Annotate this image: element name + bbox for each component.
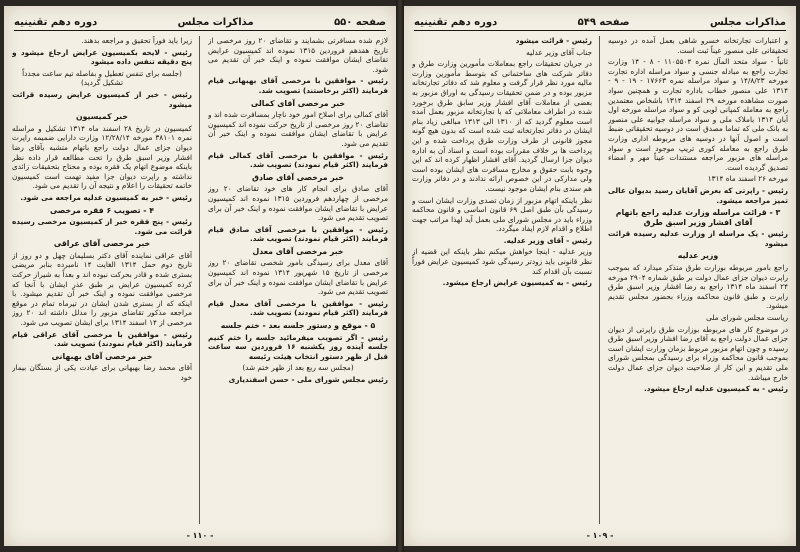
section-heading: ۴ - تصویب ۶ فقره مرخصی bbox=[49, 205, 155, 215]
speaker-line: رئیس - لایحه بکمیسیون عرایض ارجاع میشود و پنج دقیقه تنفس داده میشود bbox=[12, 47, 192, 67]
page-549 bbox=[404, 6, 796, 546]
section-heading: وزیر عدلیه bbox=[677, 251, 719, 261]
paragraph: وزیر عدلیه - اینجا خواهش میکنم نظر باینکه این قضیه از نظر قانونی باید زودتر رسیدگی شود کمیسیون عرایض فوراً نسبت بآن اقدام کند bbox=[412, 247, 592, 276]
paragraph: نظر باینکه اتهام مزبور از زمان تصدی وزارت ایشان است و رسیدگی بآن طبق اصل ۶۹ قانون اساسی و قانون محاکمه وزراء باید در مجلس شورای ملی بعمل آید لهذا مراتب جهت اطلاع و اقدام لازم ایفاد میگردد. bbox=[412, 195, 592, 234]
speaker-line: رئیس - موافقین با مرخصی آقای عراقی قیام فرمایند (اکثر قیام نمودند) تصویب شد. bbox=[12, 329, 192, 349]
paragraph: لازم شده مسافرتی بشمایند و تقاضای ۲۰ روز مرخصی از تاریخ هفدهم فروردین ۱۳۱۵ نموده اند کمیسیون عرایض تقاضای ایشان موافقت نموده و اینک خبر آن تقدیم می شود. bbox=[208, 36, 388, 74]
speaker-line: رئیس - به کمیسیون عرایض ارجاع میشود. bbox=[442, 278, 592, 288]
page-footer-number: - ۱۱۰ - bbox=[186, 531, 214, 540]
section-heading: خبر مرخصی آقای صادق bbox=[252, 172, 344, 182]
page-header bbox=[14, 14, 386, 31]
speaker-line: رئیس - راپرتی که بعرض آقایان رسید بدیوان عالی تمیز مراجعه میشود. bbox=[608, 185, 788, 205]
paragraph: در موضوع کار های مربوطه بوزارت طرق راپرتی از دیوان جزای عمال دولت راجع به آقای رضا افشار وزیر اسبق طرق رسیده و چون اتهام مزبور مربوط بزمان وزارت ایشان است بموجب قانون محاکمه وزراء برای رسیدگی بمجلس شورای ملی تقدیم و این کار از صلاحیت دیوان جزای عمال دولت خارج میباشد. bbox=[608, 324, 788, 382]
section-heading: ۵ - موقع و دستور جلسه بعد - ختم جلسه bbox=[220, 321, 376, 331]
paragraph: ثانیاً - سواد متحد المآل نمره ۱۱۰۵۵۰۴ - ۸ - ۱۴ وزارت تجارت راجع به مبادله جنسی و سواد مراسله اداره تجارت مورخه ۱۴/۸/۲۳ و سواد مراسله نمره ۱۷۶۶۳ - ۱۹ - ۹ - ۱۳۱۴ علی منصور خطاب باداره تجارت و همچنین سواد صورت مشاهده مورخه ۲۹ اسفند ۱۳۱۴ باشخاص معتمدین راجع به معامله کمپانی لوبی کو و سواد مراسله مورخه اول آبان ۱۳۱۴ باملاک ملی و سواد مراسله جوابیه علی منصور به بانک ملی که تماما مصدق است در دوسیه تحقیقاتی ضبط است و اصول آنها در دوسیه های مربوطه اداری وزارت طرق راجع به معامله کوری تریپ موجود است و سواد مراسله های مزبور مراجعه مستندات عیناً مهر و امضاء تصدیق گردیده است. bbox=[608, 57, 788, 172]
section-heading: خبر مرخصی آقای بهبهانی bbox=[51, 351, 153, 361]
section-heading: خبر مرخصی آقای عراقی bbox=[53, 239, 151, 249]
speaker-line: رئیس - به کمیسیون عدلیه ارجاع میشود. bbox=[643, 384, 788, 394]
header-page-number: صفحه ۵۵۰ bbox=[334, 16, 386, 28]
header-session: دوره دهم تقنینیه bbox=[14, 16, 98, 28]
page-header bbox=[414, 14, 786, 31]
text-column-left bbox=[12, 36, 192, 524]
text-column-right bbox=[208, 36, 388, 524]
speaker-line: رئیس - اگر تصویب میفرمائید جلسه را ختم کنیم جلسه آینده روز یکشنبه ۱۶ فروردین سه ساعت قبل از ظهر دستور انتخاب هیئت رئیسه bbox=[208, 332, 388, 361]
speaker-line: رئیس - موافقین با مرخصی آقای کمالی قیام فرمایند (اکثر قیام نمودند) تصویب شد. bbox=[208, 150, 388, 170]
paragraph: آقای محمد رضا بهبهانی برای عیادت یکی از بستگان بیمار خود bbox=[12, 363, 192, 382]
section-heading: خبر مرخصی آقای کمالی bbox=[250, 98, 346, 108]
column-divider bbox=[199, 36, 200, 524]
speaker-line: رئیس - خبر به کمیسیون عدلیه مراجعه می شود. bbox=[20, 192, 192, 202]
speaker-line: رئیس - خبر از کمیسیون عرایض رسیده قرائت میشود bbox=[12, 89, 192, 109]
speaker-line: رئیس - پنج فقره خبر از کمیسیون مرخصی رسیده قرائت می شود. bbox=[12, 217, 192, 236]
speaker-line: رئیس - موافقین با مرخصی آقای صادق قیام فرمایند (اکثر قیام نمودند) تصویب شد. bbox=[208, 224, 388, 244]
paragraph: (مجلس سه ربع بعد از ظهر ختم شد) bbox=[242, 363, 354, 373]
paragraph: و اعتبارات تجارتخانه خسرو شاهی بعمل آمده در دوسیه تحقیقاتی علی منصور عیناً ثبت است. bbox=[608, 36, 788, 55]
header-journal: مذاکرات مجلس bbox=[177, 16, 254, 28]
paragraph: در جریان تحقیقات راجع بمعاملات مأمورین وزارت طرق و دفاتر شرکت های ساختمانی که بتوسط مأمورین وزارت مالیه مورد نظر قرار گرفت و معلوم شد که دفاتر تجارتخانه مزبور بوده و در ضمن تحقیقات رسیدگی به اوراق مزبور به بعضی از معاملات آقای افشار وزیر سابق طرق برخورد شده در اطراف معاملاتی که با تجارتخانه مزبور بعمل آمده است معلوم گردید که از ۱۳۱۰ الی ۱۳۱۳ مبالغی زیاد بنام ایشان در دفاتر تجارتخانه ثبت شده است که بدون هیچ گونه مجوز قانونی از طرف وزارت طرق پرداخت شده و این پرداخت ها بر خلاف مقررات بوده است و اسناد آن به اداره دیوان جزا ارسال گردید. آقای افشار اظهار کرده اند که این وجوه بابت حقوق و مخارج مسافرت های ایشان بوده است ولی مدارکی در این خصوص ارائه ندادند و در دفاتر وزارت هم سندی بنام ایشان موجود نیست. bbox=[412, 59, 592, 193]
paragraph: ریاست مجلس شورای ملی bbox=[706, 313, 788, 323]
speaker-line: رئیس - آقای وزیر عدلیه. bbox=[503, 235, 592, 245]
speaker-line: رئیس - موافقین با مرخصی آقای معدل قیام فرمایند (اکثر قیام نمودند) تصویب شد. bbox=[208, 298, 388, 318]
text-column-right bbox=[608, 36, 788, 524]
paragraph: آقای صادق برای انجام کار های خود تقاضای ۲۰ روز مرخصی از چهاردهم فروردین ۱۳۱۵ نموده اند کمیسیون عرایض با تقاضای ایشان موافقت نموده و اینک خبر آن برای تصویب تقدیم می شود. bbox=[208, 184, 388, 223]
paragraph: جناب آقای وزیر عدلیه bbox=[526, 47, 592, 57]
paragraph: (جلسه برای تنفس تعطیل و بفاصله تیم ساعت مجدداً تشکیل گردید) bbox=[22, 68, 182, 88]
speaker-line: رئیس - قرائت میشود bbox=[515, 36, 592, 45]
page-footer-number: - ۱۰۹ - bbox=[586, 531, 614, 540]
header-session: دوره دهم تقنینیه bbox=[414, 16, 498, 28]
speaker-line: رئیس - موافقین با مرخصی آقای بهبهانی قیام فرمایند (اکثر برخاستند) تصویب شد. bbox=[208, 76, 388, 95]
header-page-number: صفحه ۵۴۹ bbox=[577, 16, 630, 28]
paragraph: راجع بامور مربوطه بوزارت طرق متذکر میدارد که بموجب راپرت دیوان جزای عمال دولت بر طبق شماره ۲۹۰۴ مورخه ۲۴ اسفند ماه ۱۳۱۴ راجع به رضا افشار وزیر اسبق طرق راپرت و طبق قانون محاکمه وزراء بحضور مجلس تقدیم میشود. bbox=[608, 263, 788, 311]
book-gutter bbox=[396, 0, 404, 552]
speaker-line: رئیس مجلس شورای ملی - حسن اسفندیاری bbox=[228, 375, 388, 384]
paragraph: آقای عراقی نماینده آقای دکتر بسلیمان چهل و دو روز از تاریخ دوم حمل ۱۳۱۴ الغایت ۱۴ نامبرده بنابر مریضی بستری شده و قادر بحرکت نبوده اند و بعداً به شیراز حرکت کرده کمیسیون عرایض بر طبق عذر ایشان با آنجا که مرخصی موافقت نموده و اینک خبر آن تقدیم میشود. با اینکه که از بستری شدن ایشان در تیرماه تمام در موقع مراجعه مذکور تقاضای مزبور را مدلل داشته اند ۲۰ روز مرخصی از ۱۴ اسفند ۱۳۱۴ برای ایشان تصویب می شود. bbox=[12, 250, 192, 328]
text-column-left bbox=[412, 36, 592, 524]
section-heading: خبر کمیسیون bbox=[76, 112, 128, 122]
paragraph: زیرا باید فوراً تحقیق و مراجعه بدهند. bbox=[81, 36, 192, 45]
page-550 bbox=[4, 6, 396, 546]
paragraph: مورخه ۲۶ اسفند ماه ۱۳۱۴ bbox=[707, 174, 788, 184]
header-journal: مذاکرات مجلس bbox=[709, 16, 786, 28]
speaker-line: رئیس - یک مراسله از وزارت عدلیه رسیده قرائت میشود bbox=[608, 229, 788, 248]
paragraph: کمیسیون در تاریخ ۲۸ اسفند ماه ۱۳۱۴ تشکیل و مراسله نمره ۳۸۱۰۱ مورخه ۱۲/۲۸/۱۴ وزارت دارایی ضمیمه راپرت دیوان جزای عمال دولت راجع باتهام متشبه بآقای رضا افشار وزیر اسبق طرق را تحت مطالعه قرار داده نظر باینکه موضوع اتهام یک فقره بوده و محتاج بتحقیقات زائدی نداشته و راپرت دیوان جزا مفید تهمت است کمیسیون خاتمه تحقیقات را اعلام و نتیجه آن را تقدیم می شود. bbox=[12, 123, 192, 191]
section-heading: خبر مرخصی آقای معدل bbox=[252, 246, 344, 256]
column-divider bbox=[599, 36, 600, 524]
section-heading: ۳ - قرائت مراسله وزارت عدلیه راجع باتهام آقای افشار وزیر اسبق طرق bbox=[615, 208, 781, 227]
paragraph: آقای معدل برای رسیدگی بامور شخصی تقاضای ۲۰ روز مرخصی از تاریخ ۱۵ شهریور ۱۳۱۴ نموده اند کمیسیون عرایض با تقاضای ایشان موافقت نموده و اینک خبر آن برای تصویب تقدیم می شود. bbox=[208, 258, 388, 297]
paragraph: آقای کمالی برای اصلاح امور خود ناچار بمسافرت شده اند و تقاضای ۲۰ روز مرخصی از تاریخ حرکت نموده اند کمیسیون عرایض با تقاضای ایشان موافقت نموده و اینک خبر آن تقدیم می شود. bbox=[208, 110, 388, 148]
